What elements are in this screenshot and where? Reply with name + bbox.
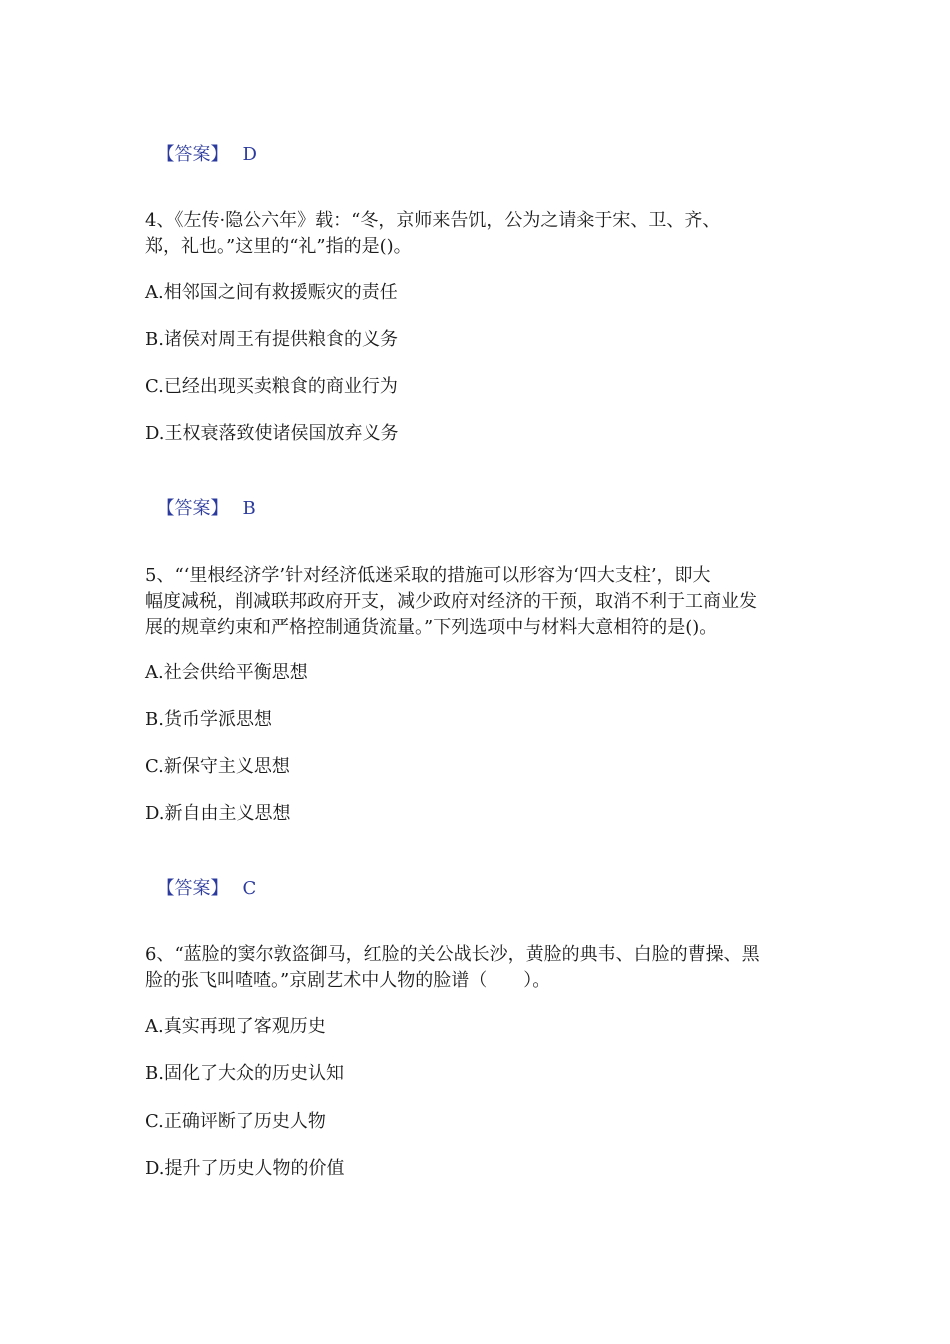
answer-line-q5 — [145, 847, 256, 903]
question-5-option-b: B.货币学派思想 — [145, 709, 272, 730]
question-5-option-d: D.新自由主义思想 — [145, 803, 291, 824]
question-6-option-c: C.正确评断了历史人物 — [145, 1111, 326, 1132]
question-5-option-a: A.社会供给平衡思想 — [145, 662, 308, 683]
question-4-option-c: C.已经出现买卖粮食的商业行为 — [145, 376, 398, 397]
answer-line-q4 — [145, 467, 256, 523]
question-5-option-c: C.新保守主义思想 — [145, 756, 290, 777]
answer-label: 【答案】 — [156, 498, 229, 519]
question-5-stem-line-2: 幅度减税，削减联邦政府开支，减少政府对经济的干预，取消不利于工商业发 — [145, 591, 757, 612]
question-4-option-b: B.诸侯对周王有提供粮食的义务 — [145, 329, 398, 350]
question-4-stem-line-2: 郑，礼也。”这里的“礼”指的是()。 — [145, 236, 412, 257]
question-6-option-b: B.固化了大众的历史认知 — [145, 1063, 344, 1084]
answer-value: C — [242, 878, 257, 899]
answer-label: 【答案】 — [156, 878, 229, 899]
question-4-stem-line-1: 4、《左传·隐公六年》载：“冬，京师来告饥，公为之请籴于宋、卫、齐、 — [145, 210, 721, 231]
question-6-option-a: A.真实再现了客观历史 — [145, 1016, 326, 1037]
question-4-option-a: A.相邻国之间有救援赈灾的责任 — [145, 282, 398, 303]
answer-value: D — [242, 144, 257, 165]
question-5-stem-line-1: 5、“‘里根经济学’针对经济低迷采取的措施可以形容为‘四大支柱’，即大 — [145, 565, 711, 586]
question-6-stem-line-1: 6、“蓝脸的窦尔敦盗御马，红脸的关公战长沙，黄脸的典韦、白脸的曹操、黑 — [145, 944, 760, 965]
answer-label: 【答案】 — [156, 144, 229, 165]
question-6-option-d: D.提升了历史人物的价值 — [145, 1158, 345, 1179]
answer-line-q3 — [145, 113, 257, 169]
question-4-option-d: D.王权衰落致使诸侯国放弃义务 — [145, 423, 399, 444]
question-5-stem-line-3: 展的规章约束和严格控制通货流量。”下列选项中与材料大意相符的是()。 — [145, 617, 718, 638]
answer-value: B — [242, 498, 256, 519]
question-6-stem-line-2: 脸的张飞叫喳喳。”京剧艺术中人物的脸谱（ ）。 — [145, 970, 551, 991]
